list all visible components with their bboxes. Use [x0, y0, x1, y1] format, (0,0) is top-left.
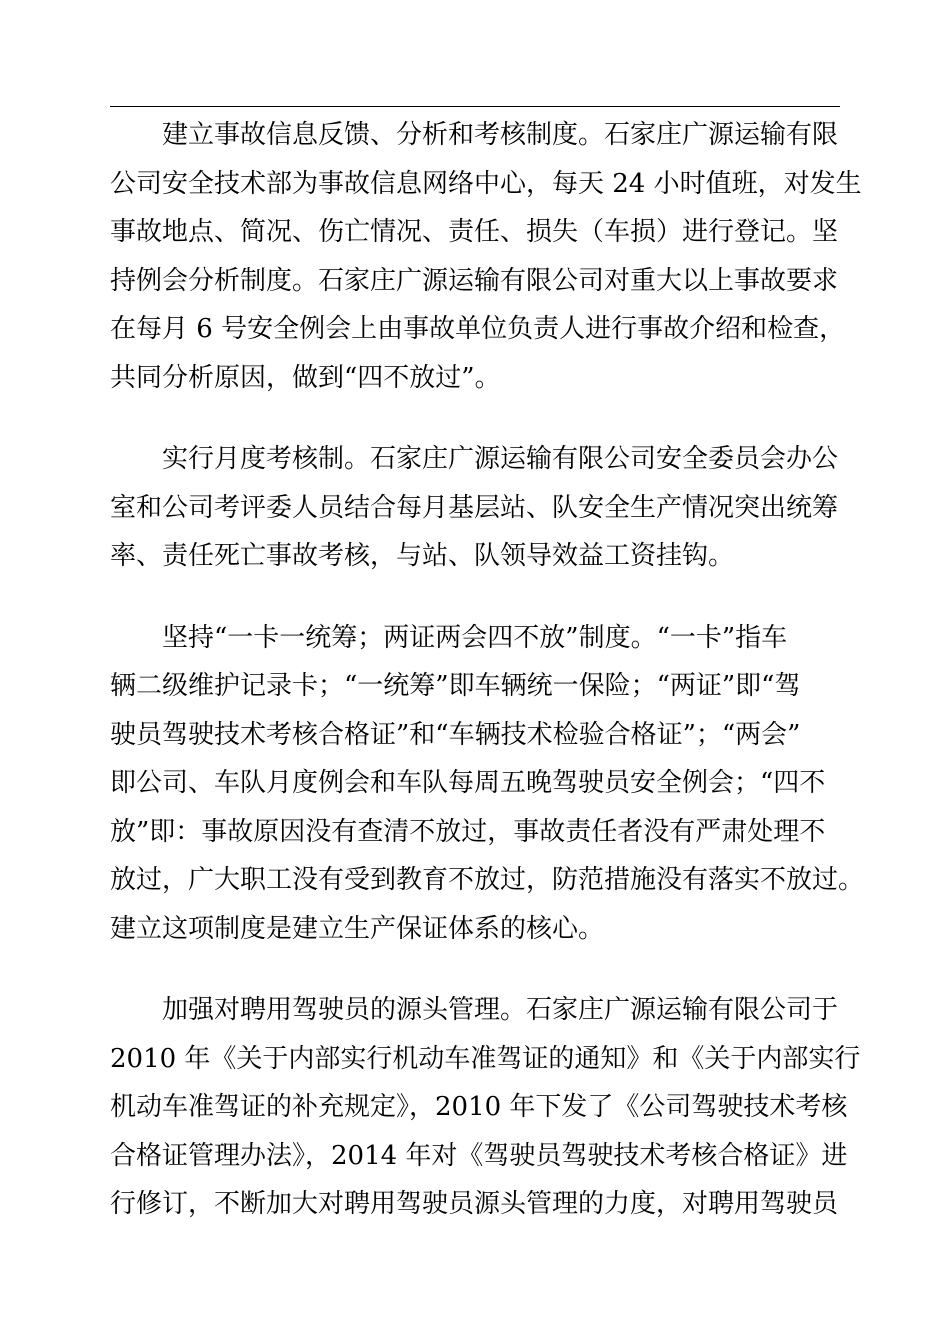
text-line: 率、责任死亡事故考核，与站、队领导效益工资挂钩。	[110, 541, 735, 571]
text-line: 加强对聘用驾驶员的源头管理。石家庄广源运输有限公司于	[162, 995, 839, 1025]
text-line: 机动车准驾证的补充规定》，2010 年下发了《公司驾驶技术考核	[110, 1092, 848, 1122]
text-line: 室和公司考评委人员结合每月基层站、队安全生产情况突出统筹	[110, 492, 839, 523]
text-line: 公司安全技术部为事故信息网络中心，每天 24 小时值班，对发生	[110, 168, 862, 199]
text-line: 放”即：事故原因没有查清不放过，事故责任者没有严肃处理不	[110, 816, 826, 847]
text-line: 建立事故信息反馈、分析和考核制度。石家庄广源运输有限	[162, 120, 839, 150]
text-line: 实行月度考核制。石家庄广源运输有限公司安全委员会办公	[162, 444, 839, 474]
text-line: 合格证管理办法》，2014 年对《驾驶员驾驶技术考核合格证》进	[110, 1140, 848, 1171]
text-line: 共同分析原因，做到“四不放过”。	[110, 362, 501, 393]
text-line: 辆二级维护记录卡；“一统筹”即车辆统一保险；“两证”即“驾	[110, 671, 801, 701]
text-line: 持例会分析制度。石家庄广源运输有限公司对重大以上事故要求	[110, 265, 839, 296]
paragraph-accident-feedback	[110, 111, 862, 402]
paragraph-driver-management	[110, 986, 861, 1229]
text-line: 在每月 6 号安全例会上由事故单位负责人进行事故介绍和检查，	[110, 314, 846, 344]
paragraph-card-system	[110, 614, 865, 954]
text-line: 即公司、车队月度例会和车队每周五晚驾驶员安全例会；“四不	[110, 768, 826, 798]
header-rule	[110, 106, 840, 107]
text-line: 放过，广大职工没有受到教育不放过，防范措施没有落实不放过。	[110, 865, 865, 895]
text-line: 事故地点、简况、伤亡情况、责任、损失（车损）进行登记。坚	[110, 217, 839, 247]
text-line: 行修订，不断加大对聘用驾驶员源头管理的力度，对聘用驾驶员	[110, 1189, 839, 1219]
paragraph-monthly-assessment	[110, 435, 840, 581]
text-line: 驶员驾驶技术考核合格证”和“车辆技术检验合格证”；“两会”	[110, 719, 801, 750]
document-body	[110, 111, 865, 1262]
text-line: 2010 年《关于内部实行机动车准驾证的通知》和《关于内部实行	[110, 1043, 861, 1074]
text-line: 坚持“一卡一统筹；两证两会四不放”制度。“一卡”指车	[162, 622, 788, 653]
text-line: 建立这项制度是建立生产保证体系的核心。	[110, 913, 605, 944]
